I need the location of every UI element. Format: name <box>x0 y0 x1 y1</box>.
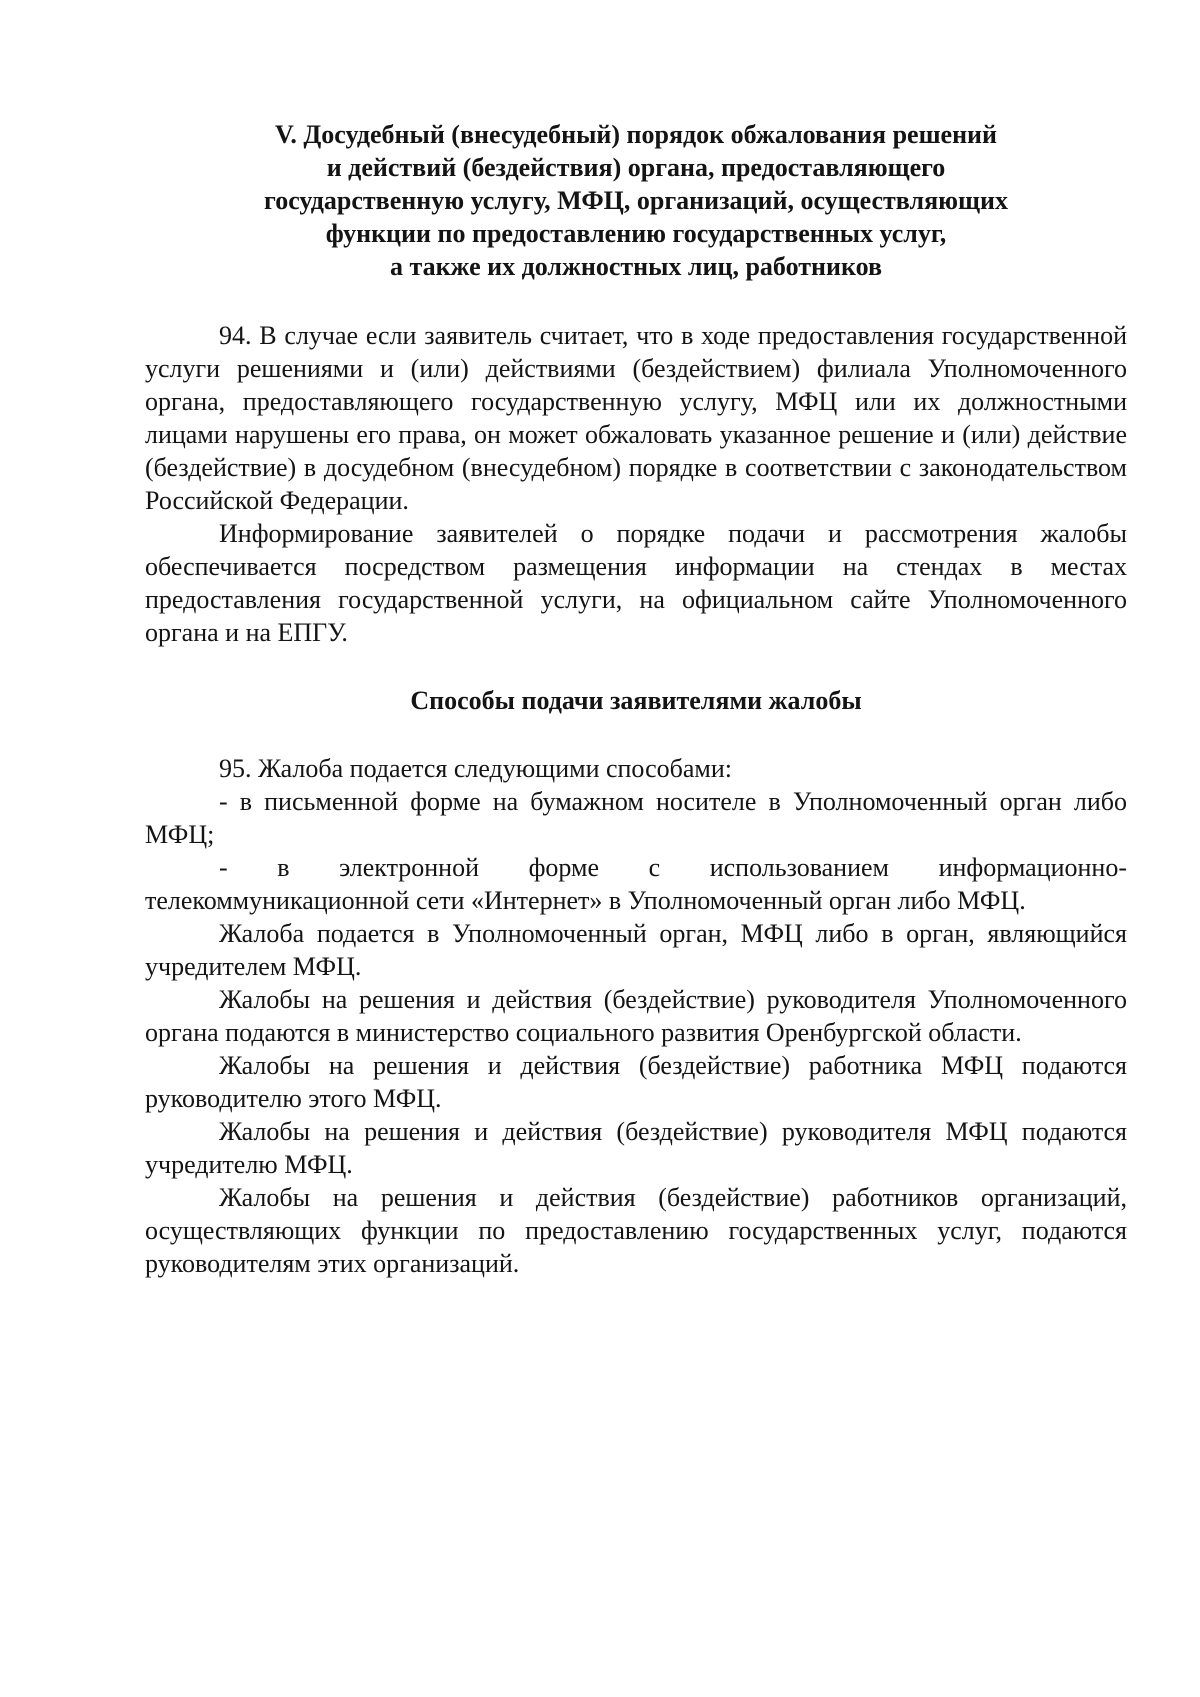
subsection-heading: Способы подачи заявителями жалобы <box>410 686 862 715</box>
paragraph-complaint-organizations: Жалобы на решения и действия (бездействие) работников организаций, осуществляющих функции по предоставлению государственных услуг, подаются руководителям этих организаций. <box>145 1183 1127 1278</box>
paragraph-complaint-mfc-head: Жалобы на решения и действия (бездействие) руководителя МФЦ подаются учредителю МФЦ. <box>145 1117 1127 1179</box>
paragraph-94: 94. В случае если заявитель считает, что в ходе предоставления государственной услуги решениями и (или) действиями (бездействием) филиала Уполномоченного органа, предоставляющего государственную услугу, МФЦ или их должностными лицами нарушены его права, он может обжаловать указанное решение и (или) действие (бездействие) в досудебном (внесудебном) порядке в соответствии с законодательством Российской Федерации. <box>145 321 1127 515</box>
paragraph-informing: Информирование заявителей о порядке подачи и рассмотрения жалобы обеспечивается посредством размещения информации на стендах в местах предоставления государственной услуги, на официальном сайте Уполномоченного органа и на ЕПГУ. <box>145 519 1127 647</box>
section-title <box>145 118 1127 283</box>
section-title-line: и действий (бездействия) органа, предоставляющего <box>326 153 946 182</box>
paragraph-complaint-submitted: Жалоба подается в Уполномоченный орган, МФЦ либо в орган, являющийся учредителем МФЦ. <box>145 919 1127 981</box>
section-title-line: функции по предоставлению государственных услуг, <box>325 219 947 248</box>
page-content <box>145 118 1127 1280</box>
paragraph-complaint-mfc-worker: Жалобы на решения и действия (бездействие) работника МФЦ подаются руководителю этого МФЦ. <box>145 1051 1127 1113</box>
paragraph-95: 95. Жалоба подается следующими способами: <box>219 754 732 783</box>
section-title-line: а также их должностных лиц, работников <box>389 252 882 281</box>
list-item-electronic-form: - в электронной форме с использованием информационно-телекоммуникационной сети «Интернет» в Уполномоченный орган либо МФЦ. <box>145 853 1127 915</box>
section-title-line: государственную услугу, МФЦ, организаций, осуществляющих <box>264 186 1008 215</box>
list-item-paper-form: - в письменной форме на бумажном носителе в Уполномоченный орган либо МФЦ; <box>145 787 1127 849</box>
section-title-line: V. Досудебный (внесудебный) порядок обжалования решений <box>274 120 998 149</box>
spacer <box>145 283 1127 319</box>
paragraph-complaint-head-authority: Жалобы на решения и действия (бездействие) руководителя Уполномоченного органа подаются в министерство социального развития Оренбургской области. <box>145 985 1127 1047</box>
